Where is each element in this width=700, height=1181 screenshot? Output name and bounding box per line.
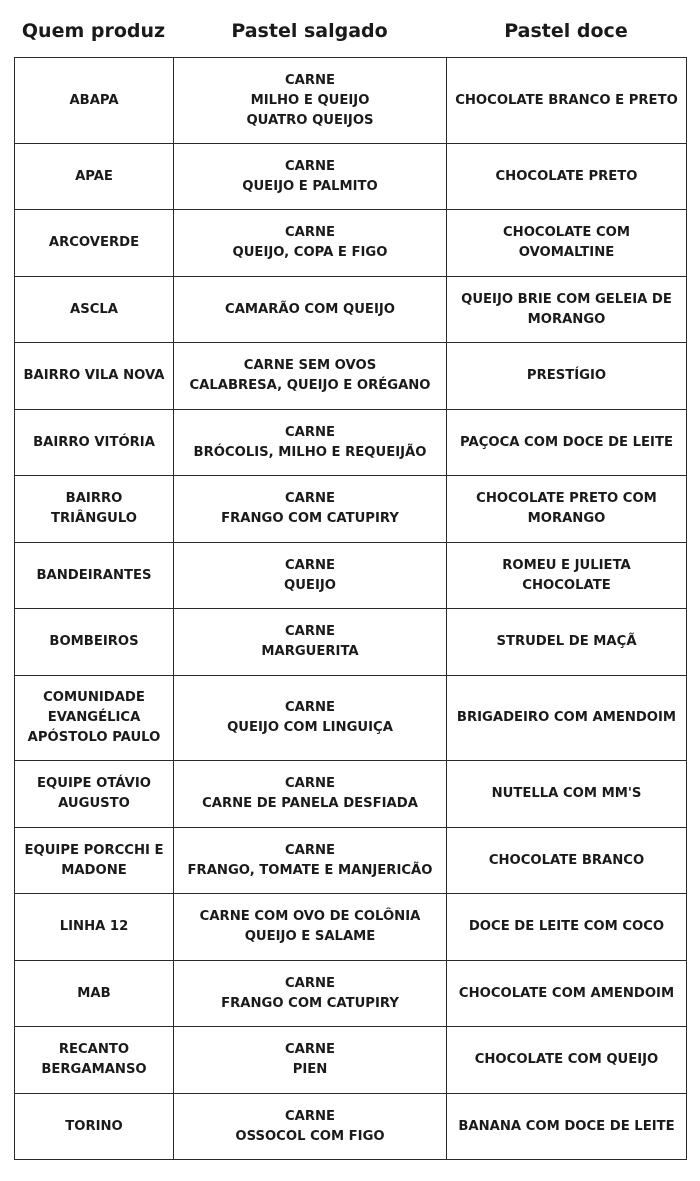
sweet-cell: ROMEU E JULIETA CHOCOLATE <box>447 543 687 609</box>
sweet-cell: CHOCOLATE PRETO <box>447 144 687 210</box>
producer-cell: EQUIPE OTÁVIO AUGUSTO <box>15 761 174 828</box>
savory-cell: CARNE SEM OVOS CALABRESA, QUEIJO E ORÉGANO <box>174 343 447 410</box>
savory-cell: CARNE FRANGO, TOMATE E MANJERICÃO <box>174 828 447 894</box>
savory-cell: CARNE FRANGO COM CATUPIRY <box>174 476 447 543</box>
savory-cell: CARNE MARGUERITA <box>174 609 447 676</box>
savory-cell: CARNE QUEIJO <box>174 543 447 609</box>
producer-cell: BANDEIRANTES <box>15 543 174 609</box>
sweet-cell: DOCE DE LEITE COM COCO <box>447 894 687 961</box>
sweet-cell: PRESTÍGIO <box>447 343 687 410</box>
producer-cell: COMUNIDADE EVANGÉLICA APÓSTOLO PAULO <box>15 676 174 761</box>
producer-cell: ARCOVERDE <box>15 210 174 277</box>
savory-cell: CAMARÃO COM QUEIJO <box>174 277 447 343</box>
table-row <box>15 210 687 277</box>
savory-cell: CARNE QUEIJO, COPA E FIGO <box>174 210 447 277</box>
producer-cell: APAE <box>15 144 174 210</box>
sweet-cell: CHOCOLATE PRETO COM MORANGO <box>447 476 687 543</box>
producer-cell: ABAPA <box>15 58 174 144</box>
header-savory: Pastel salgado <box>231 20 388 42</box>
table-row <box>15 894 687 961</box>
table-row <box>15 543 687 609</box>
table-row <box>15 277 687 343</box>
table-row <box>15 676 687 761</box>
sweet-cell: NUTELLA COM MM'S <box>447 761 687 828</box>
producer-cell: EQUIPE PORCCHI E MADONE <box>15 828 174 894</box>
table-row <box>15 58 687 144</box>
savory-cell: CARNE QUEIJO E PALMITO <box>174 144 447 210</box>
sweet-cell: CHOCOLATE COM QUEIJO <box>447 1027 687 1094</box>
table-row <box>15 410 687 476</box>
table-row <box>15 476 687 543</box>
sweet-cell: STRUDEL DE MAÇÃ <box>447 609 687 676</box>
producer-cell: BAIRRO VITÓRIA <box>15 410 174 476</box>
producer-cell: BOMBEIROS <box>15 609 174 676</box>
savory-cell: CARNE FRANGO COM CATUPIRY <box>174 961 447 1027</box>
producer-cell: BAIRRO VILA NOVA <box>15 343 174 410</box>
producer-cell: ASCLA <box>15 277 174 343</box>
savory-cell: CARNE QUEIJO COM LINGUIÇA <box>174 676 447 761</box>
header-sweet: Pastel doce <box>504 20 628 42</box>
table-row <box>15 828 687 894</box>
table-header <box>14 14 686 48</box>
header-who: Quem produz <box>21 20 166 42</box>
sweet-cell: CHOCOLATE COM OVOMALTINE <box>447 210 687 277</box>
table-row <box>15 961 687 1027</box>
table-row <box>15 761 687 828</box>
producer-cell: RECANTO BERGAMANSO <box>15 1027 174 1094</box>
sweet-cell: CHOCOLATE BRANCO <box>447 828 687 894</box>
savory-cell: CARNE CARNE DE PANELA DESFIADA <box>174 761 447 828</box>
producer-cell: BAIRRO TRIÂNGULO <box>15 476 174 543</box>
sweet-cell: BRIGADEIRO COM AMENDOIM <box>447 676 687 761</box>
sweet-cell: CHOCOLATE BRANCO E PRETO <box>447 58 687 144</box>
table-row <box>15 144 687 210</box>
savory-cell: CARNE BRÓCOLIS, MILHO E REQUEIJÃO <box>174 410 447 476</box>
producer-cell: MAB <box>15 961 174 1027</box>
savory-cell: CARNE OSSOCOL COM FIGO <box>174 1094 447 1160</box>
pastel-table <box>14 57 687 1160</box>
table-row <box>15 1027 687 1094</box>
table-row <box>15 343 687 410</box>
sweet-cell: QUEIJO BRIE COM GELEIA DE MORANGO <box>447 277 687 343</box>
sweet-cell: CHOCOLATE COM AMENDOIM <box>447 961 687 1027</box>
savory-cell: CARNE COM OVO DE COLÔNIA QUEIJO E SALAME <box>174 894 447 961</box>
table-row <box>15 609 687 676</box>
savory-cell: CARNE MILHO E QUEIJO QUATRO QUEIJOS <box>174 58 447 144</box>
producer-cell: LINHA 12 <box>15 894 174 961</box>
savory-cell: CARNE PIEN <box>174 1027 447 1094</box>
table-row <box>15 1094 687 1160</box>
sweet-cell: PAÇOCA COM DOCE DE LEITE <box>447 410 687 476</box>
sweet-cell: BANANA COM DOCE DE LEITE <box>447 1094 687 1160</box>
producer-cell: TORINO <box>15 1094 174 1160</box>
